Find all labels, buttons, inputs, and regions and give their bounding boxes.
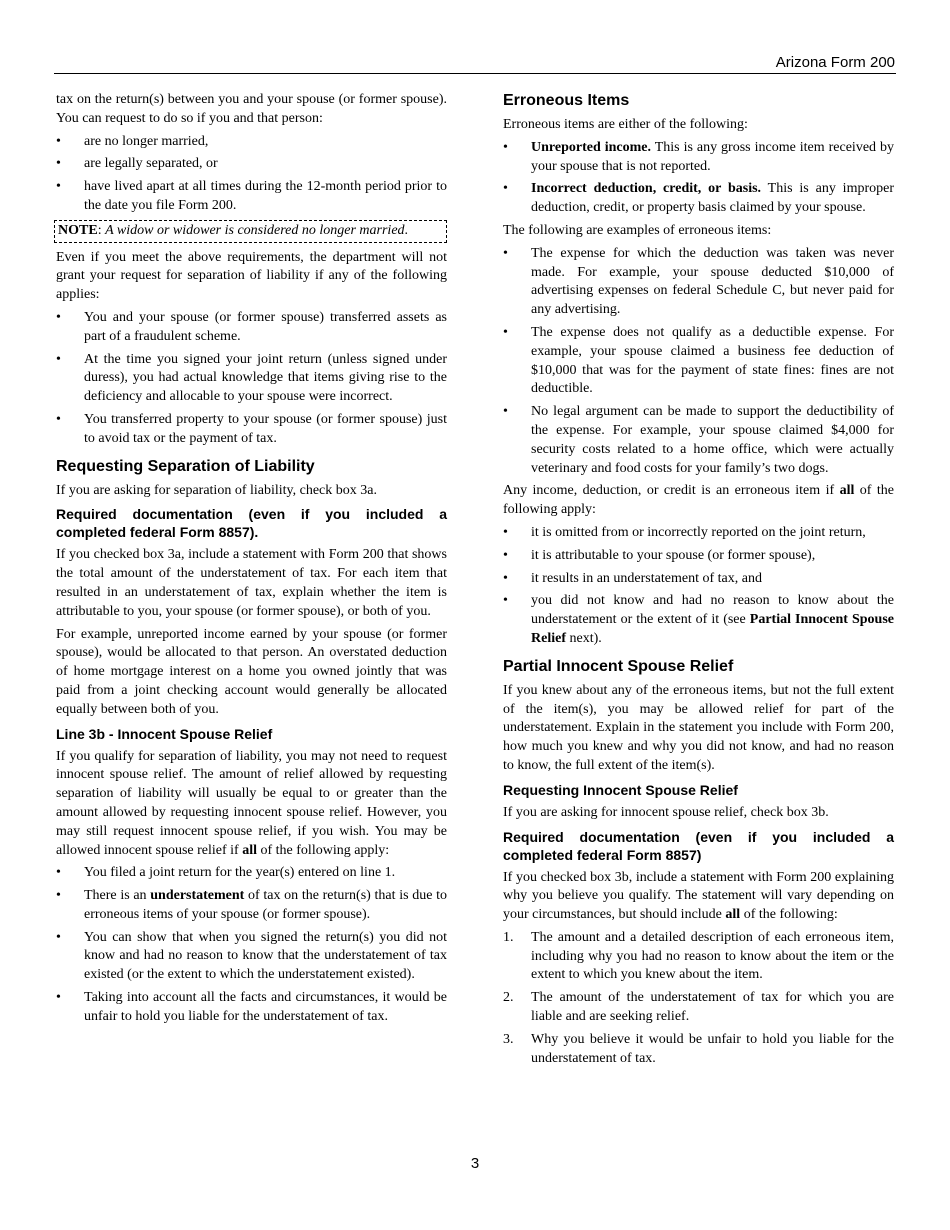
examples-intro: The following are examples of erroneous items:: [503, 222, 772, 238]
separation-check-text: If you are asking for separation of liability, check box 3a.: [56, 482, 377, 498]
separation-doc-paragraph: If you checked box 3a, include a statement with Form 200 that shows the total amount of the understatement of tax. For each item that resulted in an understatement of tax, explain whether the item is attributable to you, your spouse (or former spouse), or both of you.: [56, 547, 447, 619]
list-item: • are legally separated, or: [56, 155, 447, 174]
note-separator: :: [97, 222, 106, 238]
note-end: .: [404, 222, 409, 238]
header-rule: [54, 73, 896, 74]
list-item: [503, 592, 894, 648]
requirements-list: [503, 929, 894, 1069]
item-text: This is any improper deduction, credit, or property basis claimed by your spouse.: [531, 181, 894, 216]
request-relief-check: If you are asking for innocent spouse relief, check box 3b.: [503, 804, 829, 820]
list-item: [56, 887, 447, 925]
list-item: • have lived apart at all times during the 12-month period prior to the date you file Form 200.: [56, 178, 447, 216]
list-item: • are no longer married,: [56, 133, 447, 152]
list-item: [503, 139, 894, 177]
item-text: This is any gross income item received by your spouse that is not reported.: [531, 139, 895, 174]
line3b-text-end: of the following apply:: [257, 842, 390, 858]
list-item: • it is attributable to your spouse (or former spouse),: [503, 547, 894, 566]
line3b-paragraph: [56, 748, 447, 861]
condition-list: [56, 133, 447, 216]
list-item: [503, 180, 894, 218]
separation-doc-heading: Required documentation (even if you included a completed federal Form 8857).: [56, 506, 447, 541]
list-item: [503, 989, 894, 1027]
list-item: • it is omitted from or incorrectly reported on the joint return,: [503, 524, 894, 543]
form-title: Arizona Form 200: [775, 54, 895, 71]
list-item: • it results in an understatement of tax, and: [503, 570, 894, 589]
apply-list: [503, 524, 894, 649]
erroneous-items-heading: Erroneous Items: [503, 92, 630, 109]
doc-text: If you checked box 3b, include a statement with Form 200 explaining why you believe you qualify. The statement will vary depending on your circumstances, but should include: [503, 869, 894, 923]
note-text: A widow or widower is considered no longer married: [105, 222, 405, 238]
note-box: [54, 220, 447, 243]
list-item: • You and your spouse (or former spouse) transferred assets as part of a fraudulent scheme.: [56, 309, 447, 347]
deny-list: [56, 309, 447, 449]
list-item: • The expense for which the deduction was taken was never made. For example, your spouse deducted $10,000 of advertising expenses on federal Schedule C, but never paid for any advertising.: [503, 245, 894, 320]
partial-relief-paragraph: If you knew about any of the erroneous items, but not the full extent of the item(s), you may be allowed relief for part of the understatement. Explain in the statement you include with Form 200, how much you knew and why you did not know, and had no reason to know, the full extent of the item(s).: [503, 682, 894, 773]
deny-intro: Even if you meet the above requirements, the department will not grant your request for separation of liability if any of the following applies:: [56, 249, 447, 303]
item-number: 3.: [503, 1031, 514, 1047]
item-text: There is an: [84, 888, 151, 904]
item-number: 2.: [503, 990, 514, 1006]
list-item: • Taking into account all the facts and circumstances, it would be unfair to hold you liable for the understatement of tax.: [56, 989, 447, 1027]
definition-bold: all: [839, 483, 855, 499]
item-text: of tax on the return(s) that is due to erroneous items of your spouse (or former spouse).: [84, 888, 447, 922]
item-text: The amount of the understatement of tax for which you are liable and are seeking relief.: [531, 990, 894, 1025]
item-text: The amount and a detailed description of each erroneous item, including why you had no reason to know about the item or the extent to which you knew about the item.: [531, 929, 894, 983]
separation-example-paragraph: For example, unreported income earned by your spouse (or former spouse), would be allocated to that person. An overstated deduction of home mortgage interest on a home you owned jointly that was paid from a joint checking account would generally be allocated equally between both of you.: [56, 626, 447, 717]
examples-list: [503, 245, 894, 479]
list-item: • At the time you signed your joint return (unless signed under duress), you had actual knowledge that items giving rise to the deficiency and allocable to your spouse were incorrect.: [56, 351, 447, 407]
separation-heading: Requesting Separation of Liability: [56, 457, 315, 475]
list-item: • You transferred property to your spouse (or former spouse) just to avoid tax or the payment of tax.: [56, 411, 447, 449]
intro-paragraph: tax on the return(s) between you and your spouse (or former spouse). You can request to do so if you and that person:: [56, 92, 447, 126]
item-bold: understatement: [150, 888, 245, 904]
list-item: [503, 929, 894, 985]
line3b-all: all: [242, 842, 257, 858]
item-bold: Incorrect deduction, credit, or basis.: [531, 181, 762, 197]
item-text: you did not know and had no reason to know about the understatement or the extent of it (see: [531, 593, 894, 628]
doc-bold: all: [725, 907, 741, 923]
erroneous-types-list: [503, 139, 894, 218]
list-item: • No legal argument can be made to support the deductibility of the expense. For example, your spouse claimed $4,000 for security costs related to a home office, which were actually veterinary and food costs for your family’s two dogs.: [503, 403, 894, 478]
request-doc-paragraph: [503, 869, 894, 925]
definition-text-end: of the following apply:: [503, 483, 894, 518]
partial-relief-heading: Partial Innocent Spouse Relief: [503, 657, 734, 675]
page-number: 3: [470, 1155, 480, 1172]
list-item: • The expense does not qualify as a deductible expense. For example, your spouse claimed a business fee deduction of $10,000 that was for the payment of state fines: fines are not deductible.: [503, 324, 894, 399]
item-bold: Unreported income.: [531, 139, 651, 155]
item-number: 1.: [503, 929, 514, 945]
doc-text-end: of the following:: [740, 907, 838, 923]
note-label: NOTE: [58, 222, 98, 238]
left-column: [56, 91, 447, 1031]
right-column: [503, 91, 894, 1072]
innocent-conditions-list: [56, 864, 447, 1026]
request-doc-heading: Required documentation (even if you included a completed federal Form 8857): [503, 828, 894, 863]
line3b-heading: Line 3b - Innocent Spouse Relief: [56, 725, 273, 742]
list-item: [503, 1031, 894, 1069]
request-relief-heading: Requesting Innocent Spouse Relief: [503, 781, 738, 798]
list-item: • You can show that when you signed the return(s) you did not know and had no reason to know that the understatement of tax existed (or the extent to which the understatement existed).: [56, 929, 447, 985]
erroneous-definition: [503, 482, 894, 520]
line3b-text: If you qualify for separation of liability, you may not need to request innocent spouse relief. The amount of relief allowed by requesting separation of liability will usually be equal to or greater than the amount allowed by requesting innocent spouse relief. However, you may still request innocent spouse relief, if you wish. You may be allowed innocent spouse relief if: [56, 748, 447, 858]
erroneous-intro: Erroneous items are either of the following:: [503, 117, 748, 132]
item-text: Why you believe it would be unfair to hold you liable for the understatement of tax.: [531, 1031, 894, 1066]
definition-text: Any income, deduction, or credit is an erroneous item if: [503, 483, 840, 499]
item-text: next).: [565, 630, 602, 646]
item-bold: Partial Innocent Spouse Relief: [531, 612, 894, 646]
list-item: • You filed a joint return for the year(s) entered on line 1.: [56, 864, 447, 883]
